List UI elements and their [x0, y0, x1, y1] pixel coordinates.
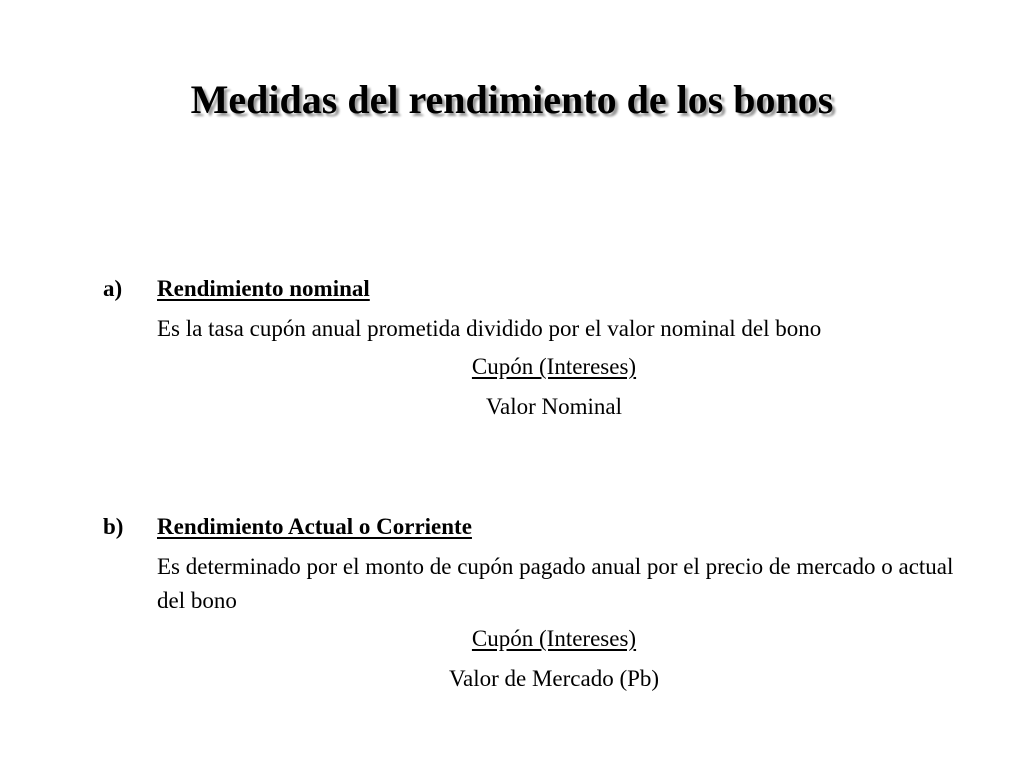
formula-numerator: Cupón (Intereses) — [471, 626, 637, 651]
list-marker: b) — [103, 514, 124, 539]
slide-title: Medidas del rendimiento de los bonos — [190, 77, 834, 122]
section-nominal-yield — [0, 270, 1024, 427]
list-marker: a) — [103, 276, 123, 301]
section-header — [0, 508, 1024, 546]
section-current-yield — [0, 508, 1024, 699]
section-heading: Rendimiento Actual o Corriente — [157, 514, 472, 539]
formula-denominator: Valor Nominal — [485, 394, 623, 419]
section-heading: Rendimiento nominal — [157, 276, 370, 301]
section-header — [0, 270, 1024, 308]
formula-fraction — [157, 346, 951, 427]
formula-fraction — [157, 618, 951, 699]
formula-denominator: Valor de Mercado (Pb) — [448, 666, 660, 691]
formula-numerator: Cupón (Intereses) — [471, 354, 637, 379]
section-description: Es la tasa cupón anual prometida dividido por el valor nominal del bono — [157, 316, 822, 341]
section-description: Es determinado por el monto de cupón pagado anual por el precio de mercado o actual del bono — [157, 554, 954, 613]
